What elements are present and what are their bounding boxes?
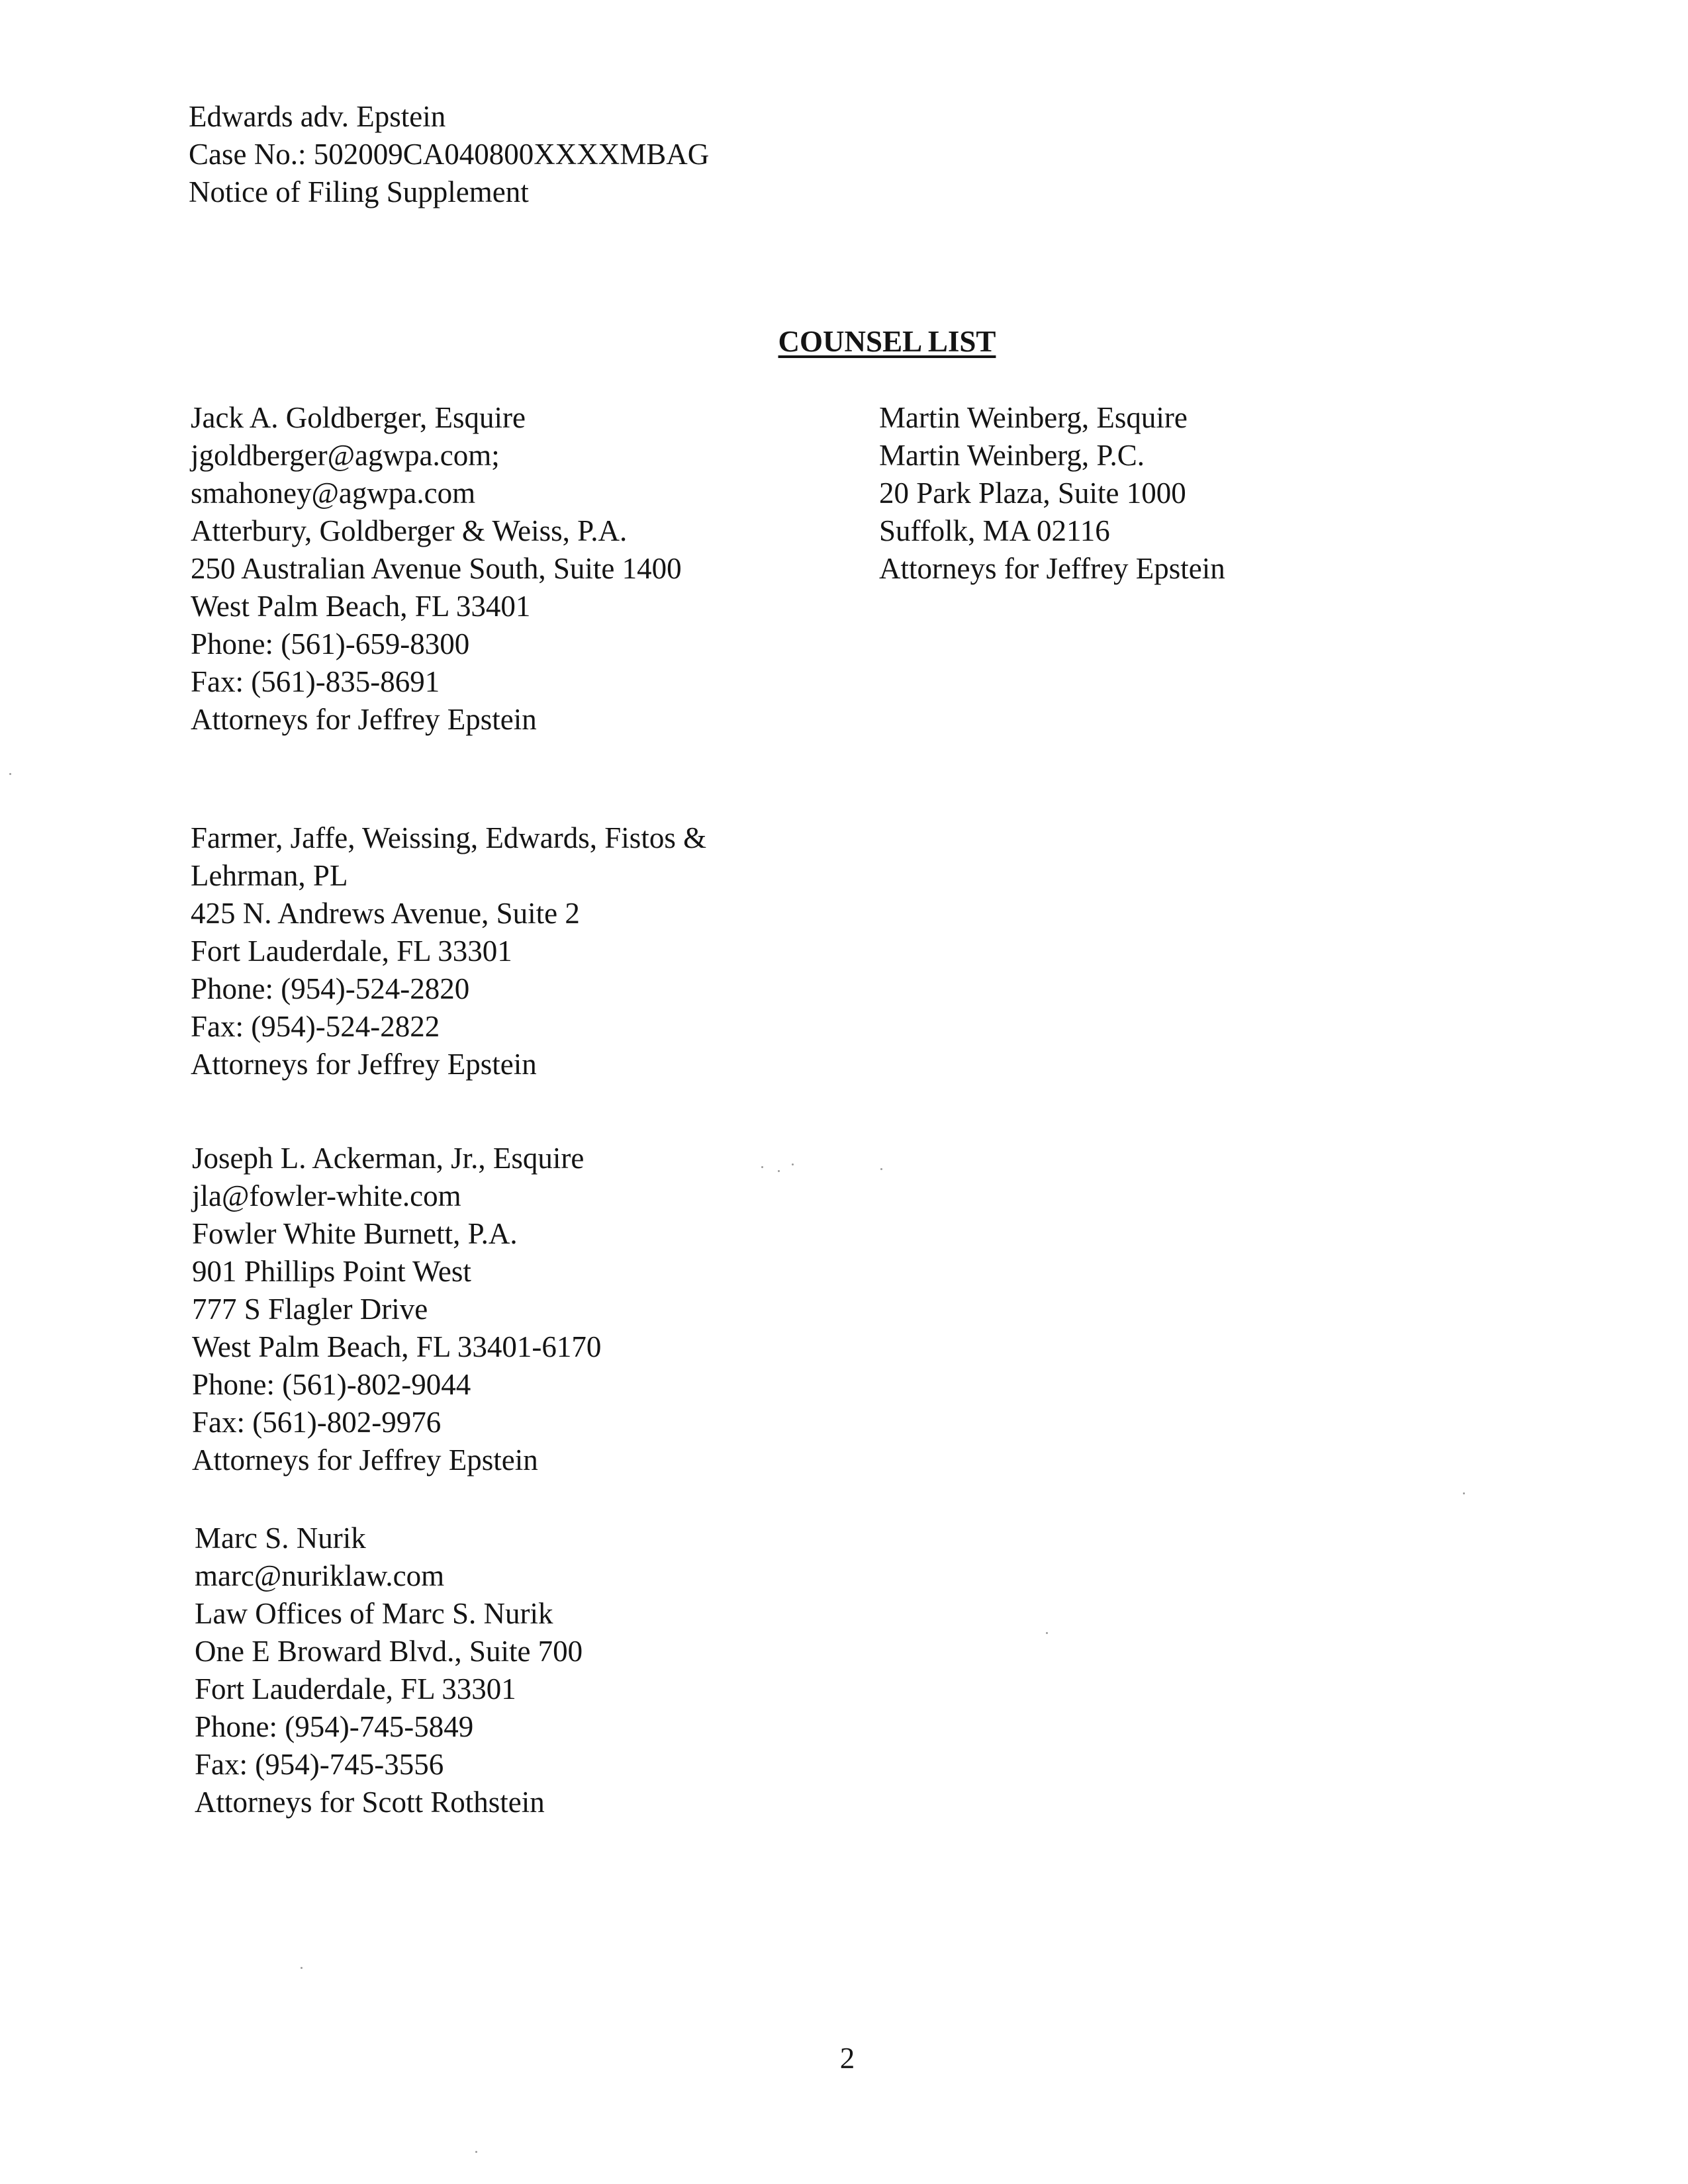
counsel-name: Joseph L. Ackerman, Jr., Esquire (192, 1142, 585, 1175)
counsel-list-heading (0, 323, 1688, 361)
scan-speck (761, 1166, 763, 1168)
counsel-fax: Fax: (954)-745-3556 (195, 1748, 444, 1781)
counsel-firm-cont: Lehrman, PL (191, 859, 348, 892)
scan-speck (475, 2151, 477, 2153)
counsel-address: 20 Park Plaza, Suite 1000 (879, 477, 1186, 510)
counsel-city: West Palm Beach, FL 33401-6170 (192, 1330, 602, 1363)
counsel-entry-goldberger (191, 399, 682, 739)
counsel-name: Marc S. Nurik (195, 1522, 366, 1555)
counsel-fax: Fax: (954)-524-2822 (191, 1010, 440, 1043)
counsel-address: 425 N. Andrews Avenue, Suite 2 (191, 897, 580, 930)
counsel-name: Jack A. Goldberger, Esquire (191, 401, 526, 434)
counsel-phone: Phone: (954)-745-5849 (195, 1710, 474, 1743)
counsel-firm: Farmer, Jaffe, Weissing, Edwards, Fistos & (191, 821, 707, 854)
scan-speck (1046, 1632, 1048, 1634)
counsel-represents: Attorneys for Jeffrey Epstein (879, 552, 1225, 585)
scan-speck (1463, 1492, 1465, 1494)
counsel-email: smahoney@agwpa.com (191, 477, 476, 510)
caption-document-title: Notice of Filing Supplement (189, 175, 529, 208)
counsel-email: jgoldberger@agwpa.com; (191, 439, 500, 472)
counsel-email: marc@nuriklaw.com (195, 1559, 445, 1592)
scan-speck (9, 773, 11, 775)
counsel-city: Fort Lauderdale, FL 33301 (191, 934, 512, 968)
counsel-city: Fort Lauderdale, FL 33301 (195, 1672, 516, 1706)
scan-speck (880, 1168, 882, 1170)
counsel-address: One E Broward Blvd., Suite 700 (195, 1635, 583, 1668)
scan-speck (792, 1163, 794, 1165)
counsel-entry-weinberg (879, 399, 1225, 588)
scan-speck (778, 1170, 780, 1172)
scan-speck (301, 1967, 303, 1969)
counsel-represents: Attorneys for Jeffrey Epstein (192, 1443, 538, 1477)
counsel-address: 250 Australian Avenue South, Suite 1400 (191, 552, 682, 585)
counsel-city: Suffolk, MA 02116 (879, 514, 1110, 547)
counsel-name: Martin Weinberg, Esquire (879, 401, 1188, 434)
counsel-represents: Attorneys for Jeffrey Epstein (191, 1048, 537, 1081)
counsel-fax: Fax: (561)-835-8691 (191, 665, 440, 698)
page-number-footer (0, 2040, 1688, 2077)
case-caption (189, 98, 709, 211)
counsel-entry-nurik (195, 1520, 583, 1821)
counsel-phone: Phone: (561)-659-8300 (191, 627, 470, 660)
counsel-address: 777 S Flagler Drive (192, 1293, 428, 1326)
counsel-fax: Fax: (561)-802-9976 (192, 1406, 442, 1439)
counsel-entry-farmer (191, 819, 706, 1083)
counsel-firm: Martin Weinberg, P.C. (879, 439, 1145, 472)
counsel-firm: Atterbury, Goldberger & Weiss, P.A. (191, 514, 628, 547)
page-title: COUNSEL LIST (778, 325, 996, 358)
counsel-represents: Attorneys for Scott Rothstein (195, 1786, 545, 1819)
caption-case-number: Case No.: 502009CA040800XXXXMBAG (189, 138, 710, 171)
counsel-address: 901 Phillips Point West (192, 1255, 471, 1288)
counsel-phone: Phone: (954)-524-2820 (191, 972, 470, 1005)
counsel-firm: Fowler White Burnett, P.A. (192, 1217, 518, 1250)
counsel-city: West Palm Beach, FL 33401 (191, 590, 531, 623)
counsel-email: jla@fowler-white.com (192, 1179, 461, 1212)
page-number: 2 (839, 2042, 855, 2075)
counsel-entry-ackerman (192, 1140, 601, 1479)
counsel-represents: Attorneys for Jeffrey Epstein (191, 703, 537, 736)
counsel-phone: Phone: (561)-802-9044 (192, 1368, 471, 1401)
counsel-firm: Law Offices of Marc S. Nurik (195, 1597, 553, 1630)
caption-parties: Edwards adv. Epstein (189, 100, 446, 133)
